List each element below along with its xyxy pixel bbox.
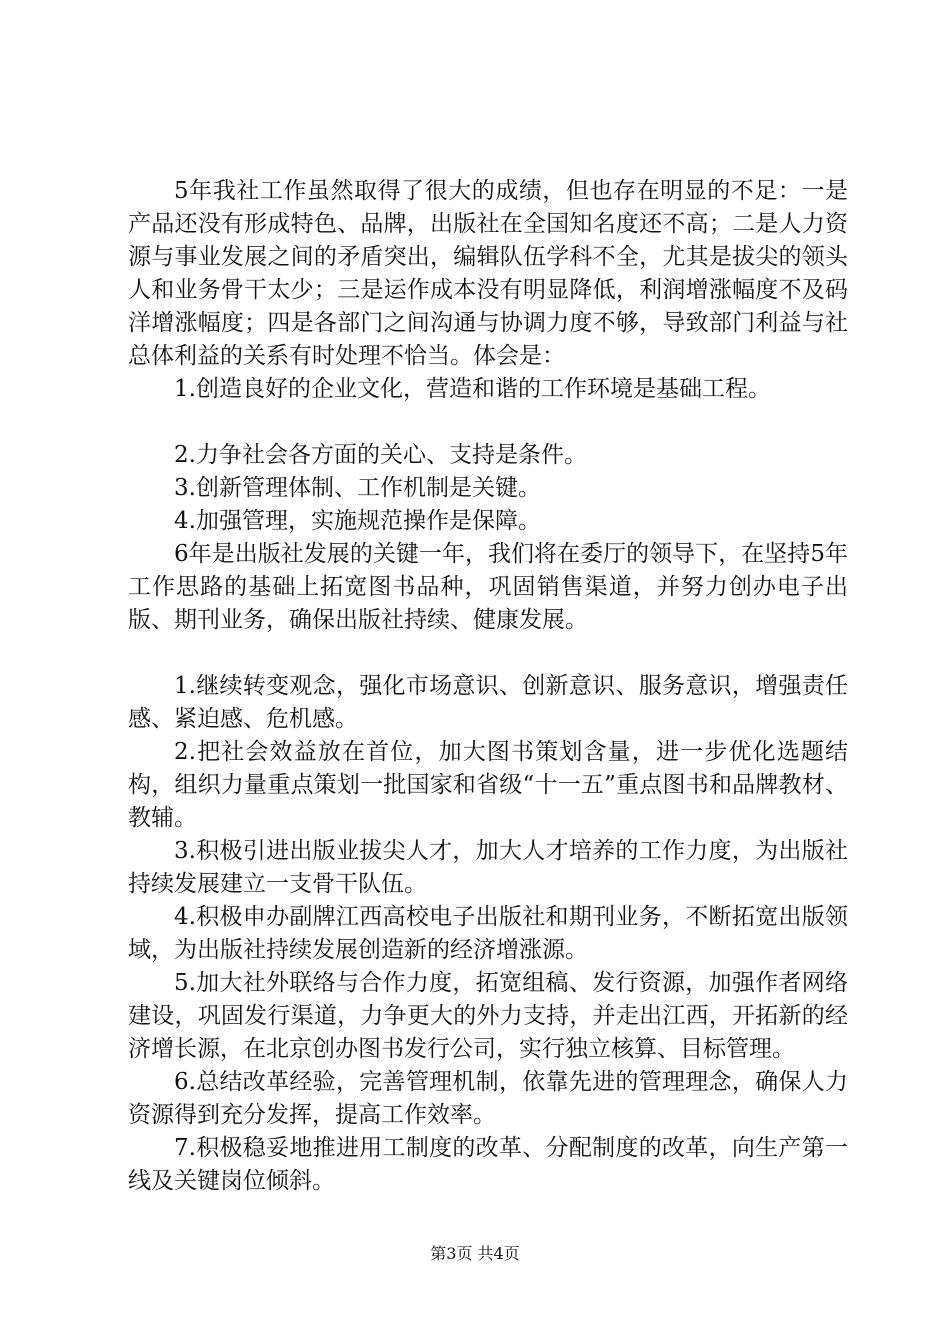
paragraph-shortcomings: 5年我社工作虽然取得了很大的成绩，但也存在明显的不足：一是产品还没有形成特色、品牌，出版社在全国知名度还不高；二是人力资源与事业发展之间的矛盾突出，编辑队伍学科不全，尤其是拔尖的领头人和业务骨干太少；三是运作成本没有明显降低，利润增涨幅度不及码洋增涨幅度；四是各部门之间沟通与协调力度不够，导致部门利益与社总体利益的关系有时处理不恰当。体会是： — [128, 178, 848, 369]
page-number-footer: 第3页 共4页 — [430, 1244, 520, 1263]
paragraph-plan-5: 5.加大社外联络与合作力度，拓宽组稿、发行资源，加强作者网络建设，巩固发行渠道，力争更大的外力支持，并走出江西，开拓新的经济增长源，在北京创办图书发行公司，实行独立核算、目标管理。 — [128, 970, 848, 1062]
paragraph-experience-3: 3.创新管理体制、工作机制是关键。 — [174, 475, 541, 501]
document-body — [128, 175, 848, 1198]
paragraph-experience-1: 1.创造良好的企业文化，营造和谐的工作环境是基础工程。 — [174, 376, 771, 402]
paragraph-plan-7: 7.积极稳妥地推进用工制度的改革、分配制度的改革，向生产第一线及关键岗位倾斜。 — [128, 1135, 848, 1194]
paragraph-plan-6: 6.总结改革经验，完善管理机制，依靠先进的管理理念，确保人力资源得到充分发挥，提高工作效率。 — [128, 1069, 848, 1128]
paragraph-plan-3: 3.积极引进出版业拔尖人才，加大人才培养的工作力度，为出版社持续发展建立一支骨干队伍。 — [128, 838, 848, 897]
paragraph-experience-4: 4.加强管理，实施规范操作是保障。 — [174, 508, 541, 534]
paragraph-plan-4: 4.积极申办副牌江西高校电子出版社和期刊业务，不断拓宽出版领域，为出版社持续发展创造新的经济增涨源。 — [128, 904, 848, 963]
paragraph-plan-2: 2.把社会效益放在首位，加大图书策划含量，进一步优化选题结构，组织力量重点策划一批国家和省级“十一五”重点图书和品牌教材、教辅。 — [128, 739, 848, 831]
paragraph-experience-2: 2.力争社会各方面的关心、支持是条件。 — [174, 442, 587, 468]
paragraph-year-plan: 6年是出版社发展的关键一年，我们将在委厅的领导下，在坚持5年工作思路的基础上拓宽图书品种，巩固销售渠道，并努力创办电子出版、期刊业务，确保出版社持续、健康发展。 — [128, 541, 848, 633]
paragraph-plan-1: 1.继续转变观念，强化市场意识、创新意识、服务意识，增强责任感、紧迫感、危机感。 — [128, 673, 848, 732]
